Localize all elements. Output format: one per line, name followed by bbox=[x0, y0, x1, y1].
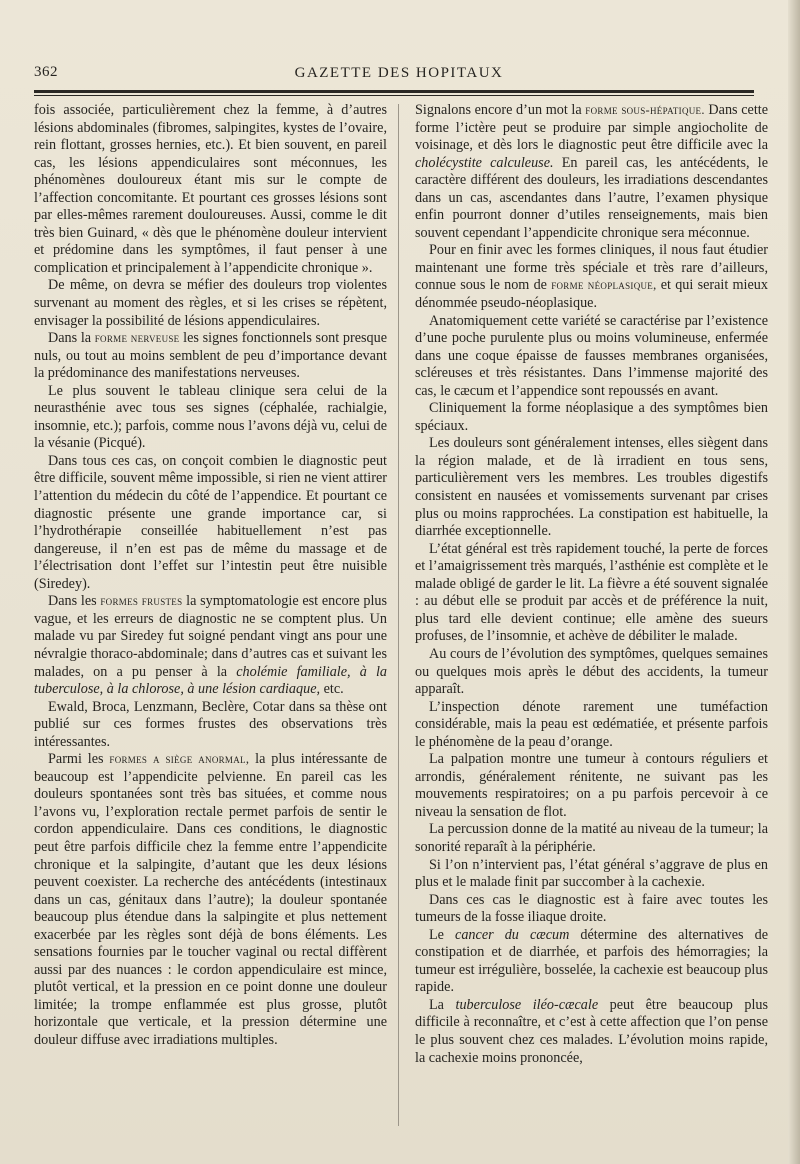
text-run: En pareil cas, les antécédents, le caractère différent des douleurs, les irradiations descendantes dans un cas, ascendantes dans l’autre, l’examen physique enfin pourront donner d’utiles renseignements, mais bien souvent cependant l’appendicite chronique sera méconnue. bbox=[415, 154, 769, 241]
text-run: Parmi les bbox=[48, 751, 110, 768]
text-run: fois associée, particulièrement chez la femme, à d’autres lésions abdominales (fibromes, salpingites, kystes de l’ovaire, rein flottant, grosses hernies, etc.). Et bien souvent, en pareil cas, les lésions appendiculaires sont méconnues, les phénomènes douloureux étant mis sur le compte de l’affection concomitante. Et pourtant ces grosses lésions sont par elles-mêmes rarement douloureuses. Aussi, comme le dit très bien Guinard, « dès que le phénomène douleur intervient et prédomine dans les symptômes, il faut penser à une complication et principalement à l’appendicite chronique ». bbox=[34, 102, 387, 276]
italic-term: cholécystite calculeuse. bbox=[415, 154, 554, 171]
small-caps-term: formes a siège anormal, bbox=[109, 752, 250, 767]
paragraph bbox=[34, 751, 387, 1049]
paragraph bbox=[415, 313, 768, 401]
text-run: peut être beaucoup plus difficile à reconnaître, et c’est à cette affection que l’on pense le plus souvent chez ces malades. L’évolution moins rapide, la cachexie moins prononcée, bbox=[415, 996, 768, 1066]
paragraph bbox=[415, 242, 768, 312]
header-rule-thick bbox=[34, 90, 754, 93]
small-caps-term: forme sous-hépatique. bbox=[585, 103, 705, 117]
text-run: la symptomatologie est encore plus vague, et les erreurs de diagnostic ne se comptent plus. Un malade vu par Siredey fut soigné pendant vingt ans pour une névralgie thoraco-abdominale; dans d’autres cas et suivant les malades, on a pu penser à la bbox=[34, 593, 387, 680]
right-column bbox=[415, 102, 768, 1067]
column-separator bbox=[398, 104, 399, 1126]
text-run: Les douleurs sont généralement intenses, elles siègent dans la région malade, et de là irradient en tous sens, particulièrement vers les membres. Les troubles digestifs consistent en nausées et vomissements survenant par crises plus ou moins rapprochées. La constipation est habituelle, la diarrhée exceptionnelle. bbox=[415, 435, 768, 540]
text-run: L’état général est très rapidement touché, la perte de forces et l’amaigrissement très marqués, l’asthénie est complète et le malade obligé de garder le lit. La fièvre a été souvent signalée : au début elle se produit par accès et de préférence la nuit, plus tard elle devient continue; elle amène des sueurs profuses, de l’insomnie, et achève de débiliter le malade. bbox=[415, 540, 768, 645]
page-edge-shadow bbox=[788, 0, 800, 1164]
text-run: Le plus souvent le tableau clinique sera celui de la neurasthénie avec tous ses signes (céphalée, rachialgie, insomnie, etc.); parfois, comme nous l’avons déjà vu, celui de la vésanie (Picqué). bbox=[34, 382, 387, 452]
text-run: Cliniquement la forme néoplasique a des symptômes bien spéciaux. bbox=[415, 400, 768, 434]
paragraph bbox=[415, 892, 768, 927]
header-rule-thin bbox=[34, 95, 754, 96]
paragraph bbox=[415, 541, 768, 646]
text-run: Dans cette forme l’ictère peut se produire par simple angiocholite de voisinage, et dès lors le diagnostic peut être difficile avec la bbox=[415, 102, 768, 154]
paragraph bbox=[415, 646, 768, 699]
running-title: GAZETTE DES HOPITAUX bbox=[294, 65, 504, 81]
page-number: 362 bbox=[34, 64, 58, 80]
text-run: et qui serait mieux dénommée pseudo-néoplasique. bbox=[415, 277, 768, 312]
italic-term: cholémie familiale, à la tuberculose, à la chlorose, à une lésion cardiaque, bbox=[34, 663, 387, 698]
paragraph bbox=[34, 330, 387, 383]
text-run: Dans la bbox=[48, 330, 95, 347]
text-run: Le bbox=[429, 926, 456, 943]
text-run: Dans tous ces cas, on conçoit combien le diagnostic peut être difficile, souvent même impossible, si rien ne vient attirer l’attention du médecin du côté de l’appendice. Et pourtant ce diagnostic présente une grande importance car, si l’hydrothérapie conseillée habituellement n’est pas dangereuse, il n’en est pas de même du massage et de l’électrisation dont l’effet sur l’intestin peut être nuisible (Siredey). bbox=[34, 452, 387, 592]
small-caps-term: forme nerveuse bbox=[94, 331, 180, 346]
paragraph bbox=[415, 435, 768, 540]
text-run: détermine des alternatives de constipation et de diarrhée, et parfois des hémorragies; la tumeur est irrégulière, bosselée, la cachexie est beaucoup plus rapide. bbox=[415, 926, 768, 996]
paragraph bbox=[415, 927, 768, 997]
italic-term: cancer du cæcum bbox=[455, 926, 570, 943]
paragraph bbox=[34, 383, 387, 453]
small-caps-term: formes frustes bbox=[100, 594, 183, 609]
paragraph bbox=[34, 593, 387, 698]
text-run: Dans les bbox=[48, 593, 101, 610]
paragraph bbox=[34, 102, 387, 277]
paragraph bbox=[34, 453, 387, 593]
text-run: De même, on devra se méfier des douleurs trop violentes survenant au moment des règles, et si les crises se répètent, envisager la possibilité de lésions appendiculaires. bbox=[34, 277, 387, 329]
paragraph bbox=[415, 102, 768, 242]
page-header bbox=[34, 64, 764, 88]
paragraph bbox=[415, 400, 768, 435]
text-run: Anatomiquement cette variété se caractérise par l’existence d’une poche purulente plus ou moins volumineuse, enfermée dans une coque épaisse de fausses membranes organisées, scléreuses et très résistantes. Dans l’immense majorité des cas, le cæcum et l’appendice sont repoussés en avant. bbox=[415, 312, 768, 399]
text-run: L’inspection dénote rarement une tuméfaction considérable, mais la peau est œdématiée, et présente parfois le phénomène de la peau d’orange. bbox=[415, 698, 768, 750]
paragraph bbox=[415, 699, 768, 752]
small-caps-term: forme néoplasique, bbox=[551, 278, 657, 293]
left-column bbox=[34, 102, 387, 1050]
text-run: Au cours de l’évolution des symptômes, quelques semaines ou quelques mois après le début des accidents, la tumeur apparaît. bbox=[415, 645, 768, 698]
paragraph bbox=[415, 751, 768, 821]
text-run: la plus intéressante de beaucoup est l’appendicite pelvienne. En pareil cas les douleurs spontanées sont très bas situées, et comme nous l’avons vu, l’exploration rectale permet parfois de sentir le cordon appendiculaire. Dans ces conditions, le diagnostic peut être parfois difficile chez la femme entre l’appendicite chronique et la salpingite, d’autant que les deux lésions peuvent coexister. La recherche des antécédents (intestinaux dans un cas, génitaux dans l’autre); la douleur spontanée beaucoup plus étendue dans la salpingite et plus nettement exacerbée par les règles sont déjà de bons éléments. Les sensations fournies par le toucher vaginal ou rectal diffèrent aussi par des nuances : le cordon appendiculaire est mince, plutôt vertical, et la pression en ce point donne une douleur limitée; la trompe enflammée est plus grosse, plutôt horizontale que verticale, et la pression détermine une douleur diffuse avec irradiations multiples. bbox=[34, 751, 387, 1048]
italic-term: tuberculose iléo-cæcale bbox=[455, 996, 599, 1013]
text-run: etc. bbox=[320, 681, 344, 698]
paragraph bbox=[34, 277, 387, 330]
paragraph bbox=[415, 821, 768, 856]
text-run: La percussion donne de la matité au niveau de la tumeur; la sonorité reparaît à la périphérie. bbox=[415, 821, 768, 855]
text-run: La palpation montre une tumeur à contours réguliers et arrondis, généralement rénitente, ne suivant pas les mouvements respiratoires; on a pu parfois percevoir à ce niveau la sensation de flot. bbox=[415, 751, 768, 820]
paragraph bbox=[34, 699, 387, 752]
text-run: Signalons encore d’un mot la bbox=[415, 102, 586, 118]
text-run: La bbox=[429, 996, 456, 1013]
paragraph bbox=[415, 997, 768, 1067]
text-run: les signes fonctionnels sont presque nuls, ou tout au moins semblent de peu d’importance devant la prédominance des manifestations nerveuses. bbox=[34, 330, 388, 382]
text-run: Dans ces cas le diagnostic est à faire avec toutes les tumeurs de la fosse iliaque droite. bbox=[415, 891, 768, 926]
paragraph bbox=[415, 857, 768, 892]
text-run: Ewald, Broca, Lenzmann, Beclère, Cotar dans sa thèse ont publié sur ces formes frustes des observations très intéressantes. bbox=[34, 698, 387, 750]
text-run: Si l’on n’intervient pas, l’état général s’aggrave de plus en plus et le malade finit par succomber à la cachexie. bbox=[415, 856, 768, 891]
text-run: Pour en finir avec les formes cliniques, il nous faut étudier maintenant une forme très spéciale et très rare d’ailleurs, connue sous le nom de bbox=[415, 242, 768, 294]
